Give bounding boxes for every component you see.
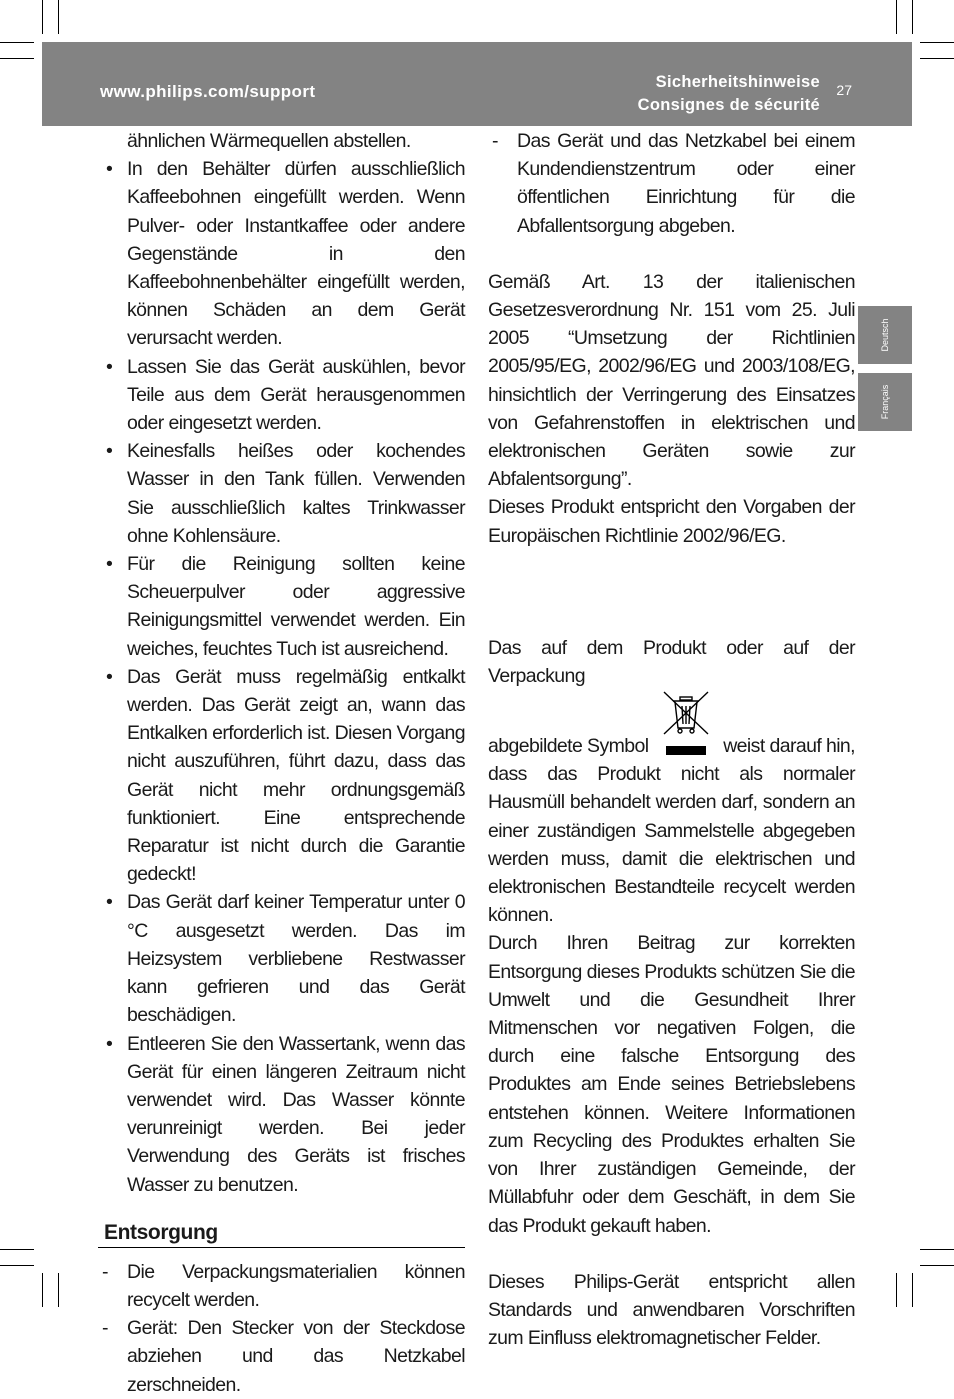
crop-mark <box>0 1265 34 1266</box>
crop-mark <box>920 1249 954 1250</box>
bullet-marker: • <box>106 665 113 688</box>
crop-mark <box>920 42 954 43</box>
bullet-continuation: ähnlichen Wärmequellen abstellen. <box>127 130 411 152</box>
bullet-item: • Das Gerät darf keiner Temperatur unter 0 °C ausgesetzt werden. Das im Heizsystem verbliebene Restwasser kann gefrieren und das Gerät beschädigen. <box>98 888 465 1029</box>
crop-mark <box>912 0 913 34</box>
language-tab-francais <box>858 373 912 431</box>
bullet-item: • Lassen Sie das Gerät auskühlen, bevor Teile aus dem Gerät herausgenommen oder eingesetzt werden. <box>98 353 465 438</box>
crop-mark <box>896 0 897 34</box>
spacer <box>488 550 855 578</box>
spacer <box>488 606 855 634</box>
paragraph-emf: Dieses Philips-Gerät entspricht allen Standards und anwendbaren Vorschriften zum Einfluss elektromagnetischer Felder. <box>488 1270 855 1350</box>
title-german: Sicherheitshinweise <box>655 73 820 91</box>
bullet-item: • Keinesfalls heißes oder kochendes Wasser in den Tank füllen. Verwenden Sie ausschließlich kaltes Trinkwasser ohne Kohlensäure. <box>98 437 465 550</box>
paragraph-italian-decree: Gemäß Art. 13 der italienischen Gesetzesverordnung Nr. 151 vom 25. Juli 2005 “Umsetzung der Richtlinien 2005/95/EG, 2002/96/EG und 2003/108/EG, hinsichtlich der Verringerung des Einsatzes von Gefahrenstoffen in elektrischen und elektronischen Geräten sowie zur Abfalentsorgung”. <box>488 270 855 491</box>
crop-mark <box>58 1273 59 1307</box>
bullet-marker: • <box>106 355 113 378</box>
dash-item: - Das Gerät und das Netzkabel bei einem Kundendienstzentrum oder einer öffentlichen Einrichtung für die Abfallentsorgung abgeben. <box>488 127 855 240</box>
crop-mark <box>42 0 43 34</box>
weee-crossed-bin-icon <box>660 690 712 760</box>
dash-marker: - <box>102 1260 108 1283</box>
paragraph-symbol-intro: Das auf dem Produkt oder auf der Verpackung <box>488 636 855 688</box>
crop-mark <box>920 58 954 59</box>
crop-mark <box>896 1273 897 1307</box>
bullet-marker: • <box>106 1032 113 1055</box>
language-tab-label: Français <box>880 384 890 420</box>
bullet-item: • Für die Reinigung sollten keine Scheuerpulver oder aggressive Reinigungsmittel verwendet werden. Ein weiches, feuchtes Tuch ist ausreichend. <box>98 550 465 663</box>
left-column <box>98 127 465 1399</box>
bullet-item: • In den Behälter dürfen ausschließlich Kaffeebohnen eingefüllt werden. Wenn Pulver- oder Instantkaffee oder andere Gegenstände in den Kaffeebohnenbehälter eingefüllt werden, können Schäden an dem Gerät verursacht werden. <box>98 155 465 352</box>
dash-item: - Die Verpackungsmaterialien können recycelt werden. <box>98 1258 465 1314</box>
bullet-marker: • <box>106 553 113 576</box>
dash-marker: - <box>492 130 498 152</box>
crop-mark <box>912 1273 913 1307</box>
crop-mark <box>0 58 34 59</box>
bullet-marker: • <box>106 440 113 463</box>
right-column <box>488 127 855 1352</box>
bullet-item: • Das Gerät muss regelmäßig entkalkt werden. Das Gerät zeigt an, wann das Entkalken erforderlich ist. Diesen Vorgang nicht auszuführen, führt dazu, dass das Gerät nicht mehr ordnungsgemäß funktioniert. Eine entsprechende Reparatur ist nicht durch die Garantie gedeckt! <box>98 663 465 889</box>
spacer <box>488 578 855 606</box>
crop-mark <box>920 1265 954 1266</box>
crop-mark <box>42 1273 43 1307</box>
support-url: www.philips.com/support <box>100 82 316 101</box>
crop-mark <box>0 42 34 43</box>
dash-marker: - <box>102 1317 108 1340</box>
title-french: Consignes de sécurité <box>637 96 820 114</box>
paragraph-eu-directive: Dieses Produkt entspricht den Vorgaben der Europäischen Richtlinie 2002/96/EG. <box>488 496 855 547</box>
page-number: 27 <box>836 82 852 98</box>
page-title <box>638 71 820 117</box>
crop-mark <box>58 0 59 34</box>
paragraph-symbol-rest: dass das Produkt nicht als normaler Hausmüll behandelt werden darf, sondern an einer zuständigen Sammelstelle abgegeben werden muss, damit die elektrischen und elektronischen Bestandteile recycelt werden können. <box>488 763 855 927</box>
spacer <box>488 240 855 268</box>
spacer <box>488 1240 855 1268</box>
dash-item: - Gerät: Den Stecker von der Steckdose abziehen und das Netzkabel zerschneiden. <box>98 1314 465 1399</box>
bullet-item: • Entleeren Sie den Wassertank, wenn das Gerät für einen längeren Zeitraum nicht verwendet wird. Das Wasser könnte verunreinigt werden. Bei jeder Verwendung des Geräts ist frisches Wasser zu benutzen. <box>98 1030 465 1199</box>
crop-mark <box>0 1249 34 1250</box>
symbol-line: abgebildete Symbol weist darauf hin, <box>488 690 855 760</box>
page-header <box>42 42 912 126</box>
language-tab-label: Deutsch <box>880 318 890 352</box>
bullet-marker: • <box>106 158 113 181</box>
bullet-marker: • <box>106 891 113 914</box>
language-tab-deutsch <box>858 306 912 364</box>
section-title-entsorgung: Entsorgung <box>98 1219 465 1248</box>
paragraph-contribution: Durch Ihren Beitrag zur korrekten Entsorgung dieses Produkts schützen Sie die Umwelt und die Gesundheit Ihrer Mitmenschen vor negativen Folgen, die durch eine falsche Entsorgung des Produktes am Ende seines Betriebslebens entstehen können. Weitere Informationen zum Recycling des Produktes erhalten Sie von Ihrer zuständigen Gemeinde, der Müllabfuhr oder dem Geschäft, in dem Sie das Produkt gekauft haben. <box>488 932 855 1237</box>
